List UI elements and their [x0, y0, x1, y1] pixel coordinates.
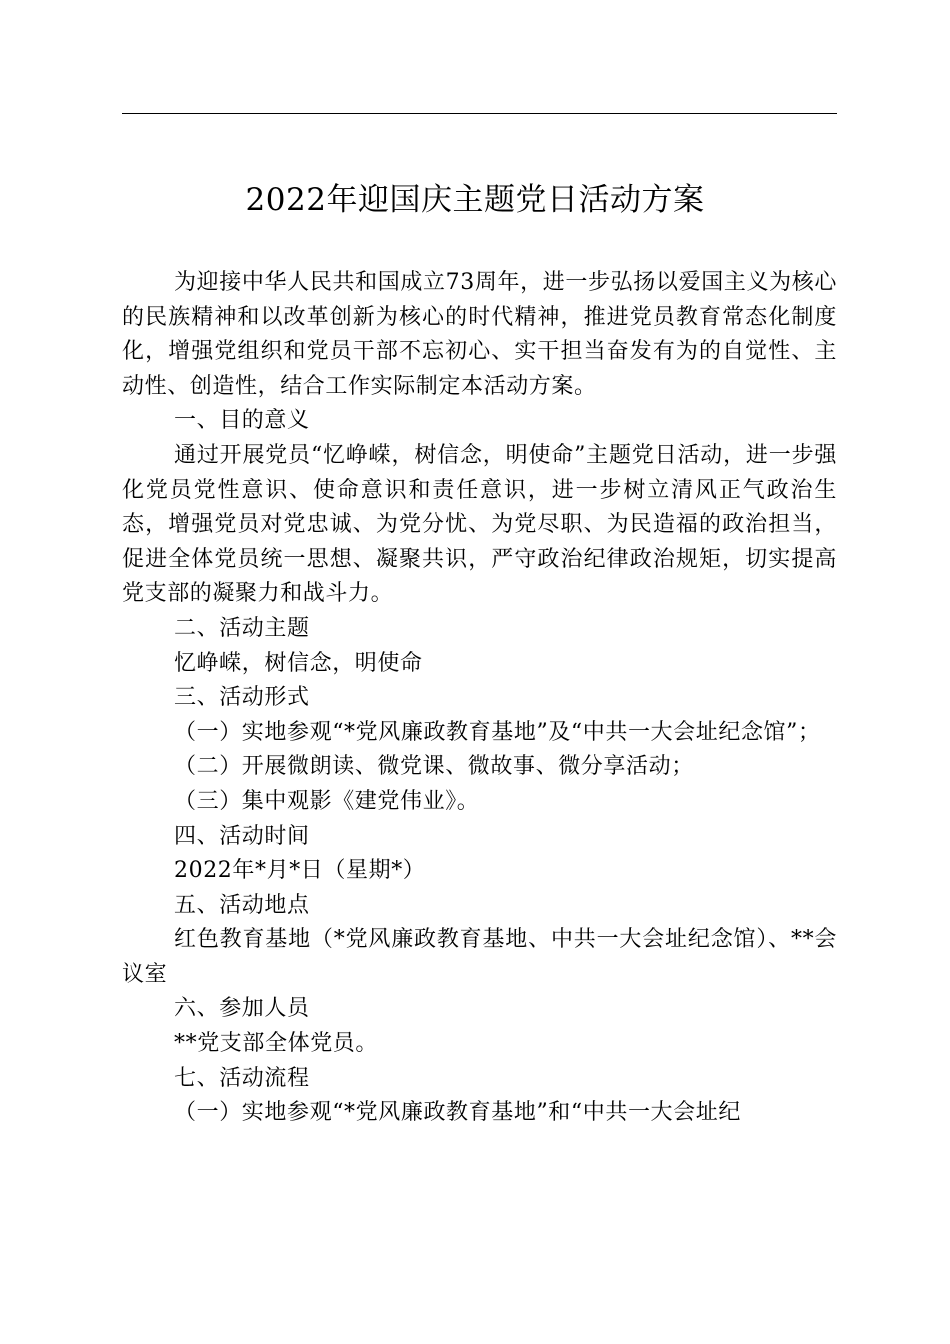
location-paragraph: 红色教育基地（*党风廉政教育基地、中共一大会址纪念馆）、**会议室	[122, 927, 837, 987]
form-item-2: （二）开展微朗读、微党课、微故事、微分享活动；	[174, 754, 694, 780]
section-heading-process: 七、活动流程	[174, 1065, 310, 1091]
header-rule	[122, 113, 837, 114]
section-heading-time: 四、活动时间	[174, 823, 310, 849]
form-item-1: （一）实地参观“*党风廉政教育基地”及“中共一大会址纪念馆”；	[174, 719, 821, 745]
theme-paragraph: 忆峥嵘，树信念，明使命	[174, 650, 423, 676]
section-heading-form: 三、活动形式	[174, 685, 310, 711]
section-heading-location: 五、活动地点	[174, 892, 310, 918]
time-paragraph: 2022年*月*日（星期*）	[174, 858, 426, 884]
intro-paragraph: 为迎接中华人民共和国成立73周年，进一步弘扬以爱国主义为核心的民族精神和以改革创新为核心的时代精神，推进党员教育常态化制度化，增强党组织和党员干部不忘初心、实干担当奋发有为的自觉性、主动性、创造性，结合工作实际制定本活动方案。	[122, 270, 837, 399]
section-heading-participants: 六、参加人员	[174, 996, 310, 1022]
document-title: 2022年迎国庆主题党日活动方案	[245, 182, 705, 218]
participants-paragraph: **党支部全体党员。	[174, 1031, 379, 1057]
document-body	[122, 266, 837, 1131]
form-item-3: （三）集中观影《建党伟业》。	[174, 788, 480, 814]
purpose-paragraph: 通过开展党员“忆峥嵘，树信念，明使命”主题党日活动，进一步强化党员党性意识、使命意识和责任意识，进一步树立清风正气政治生态，增强党员对党忠诚、为党分忧、为党尽职、为民造福的政治担当，促进全体党员统一思想、凝聚共识，严守政治纪律政治规矩，切实提高党支部的凝聚力和战斗力。	[122, 442, 837, 607]
section-heading-purpose: 一、目的意义	[174, 408, 310, 434]
process-item-1: （一）实地参观“*党风廉政教育基地”和“中共一大会址纪	[174, 1100, 741, 1126]
section-heading-theme: 二、活动主题	[174, 615, 310, 641]
